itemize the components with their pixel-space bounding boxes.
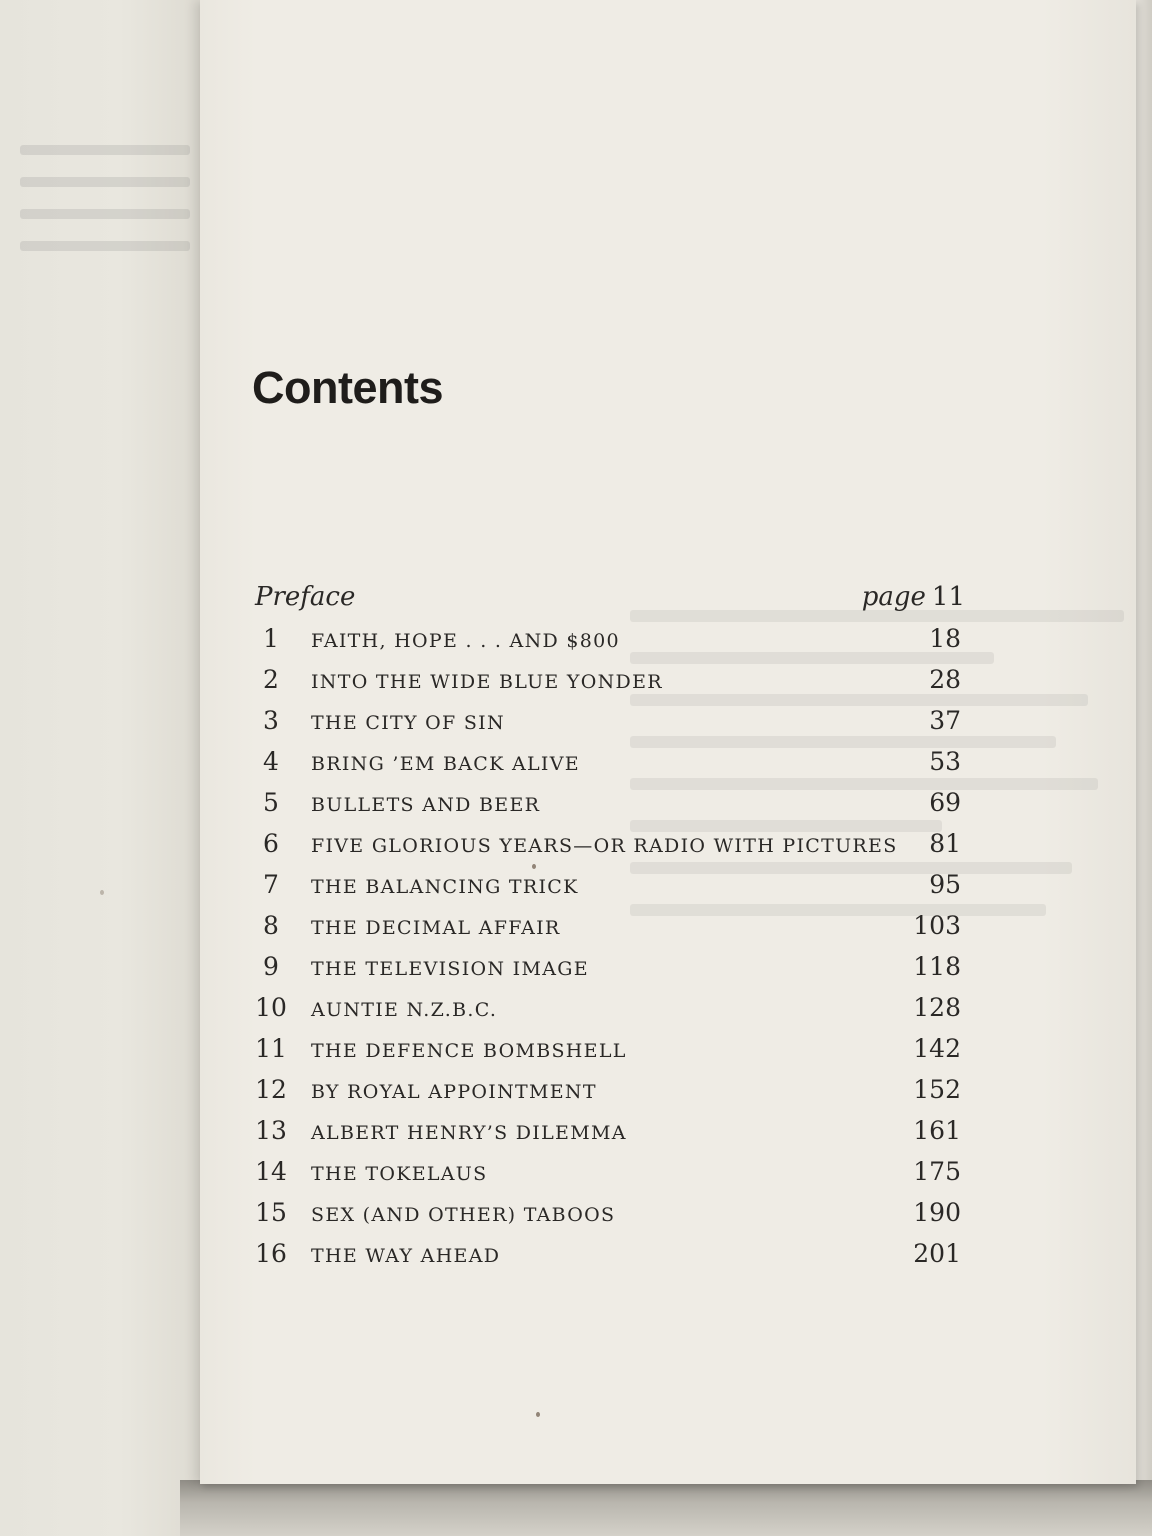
chapter-title: AUNTIE N.Z.B.C. xyxy=(311,999,498,1021)
chapter-number: 8 xyxy=(263,911,279,940)
chapter-page-number: 161 xyxy=(913,1116,961,1145)
chapter-page-number: 53 xyxy=(929,747,961,776)
left-page-show-through xyxy=(20,145,190,285)
chapter-title: BRING ’EM BACK ALIVE xyxy=(311,753,580,775)
chapter-page-number: 128 xyxy=(913,993,961,1022)
chapter-title: THE BALANCING TRICK xyxy=(311,876,579,898)
chapter-page-number: 69 xyxy=(929,788,961,817)
chapter-title: THE DECIMAL AFFAIR xyxy=(311,917,561,939)
chapter-page-number: 152 xyxy=(913,1075,961,1104)
chapter-page-number: 18 xyxy=(929,624,961,653)
chapter-number: 3 xyxy=(263,706,279,735)
chapter-number: 13 xyxy=(255,1116,287,1145)
chapter-number: 15 xyxy=(255,1198,287,1227)
preface-page: 11 xyxy=(931,582,965,612)
chapter-list xyxy=(255,622,965,1278)
chapter-title: FAITH, HOPE . . . AND $800 xyxy=(311,630,620,652)
chapter-title: BULLETS AND BEER xyxy=(311,794,541,816)
toc-chapter-row xyxy=(255,1196,965,1237)
toc-chapter-row xyxy=(255,1114,965,1155)
chapter-title: FIVE GLORIOUS YEARS—OR RADIO WITH PICTURES xyxy=(311,835,898,857)
chapter-page-number: 118 xyxy=(913,952,961,981)
chapter-title: THE TELEVISION IMAGE xyxy=(311,958,589,980)
chapter-number: 14 xyxy=(255,1157,287,1186)
chapter-number: 2 xyxy=(263,665,279,694)
chapter-number: 6 xyxy=(263,829,279,858)
chapter-title: THE WAY AHEAD xyxy=(311,1245,501,1267)
chapter-page-number: 95 xyxy=(929,870,961,899)
chapter-title: INTO THE WIDE BLUE YONDER xyxy=(311,671,663,693)
toc-chapter-row xyxy=(255,909,965,950)
preface-label: Preface xyxy=(255,582,356,612)
chapter-title: BY ROYAL APPOINTMENT xyxy=(311,1081,597,1103)
chapter-title: ALBERT HENRY’S DILEMMA xyxy=(311,1122,627,1144)
chapter-page-number: 175 xyxy=(913,1157,961,1186)
chapter-number: 1 xyxy=(263,624,279,653)
toc-chapter-row xyxy=(255,1237,965,1278)
left-facing-page xyxy=(0,0,200,1536)
toc-chapter-row xyxy=(255,663,965,704)
paper-speck xyxy=(100,890,104,895)
toc-chapter-row xyxy=(255,745,965,786)
chapter-number: 12 xyxy=(255,1075,287,1104)
toc-chapter-row xyxy=(255,1032,965,1073)
chapter-number: 4 xyxy=(263,747,279,776)
chapter-page-number: 37 xyxy=(929,706,961,735)
table-of-contents xyxy=(255,582,965,1278)
preface-page-number xyxy=(862,582,965,612)
chapter-number: 7 xyxy=(263,870,279,899)
chapter-number: 9 xyxy=(263,952,279,981)
toc-chapter-row xyxy=(255,622,965,663)
page-title: Contents xyxy=(252,362,443,413)
chapter-number: 5 xyxy=(263,788,279,817)
chapter-page-number: 142 xyxy=(913,1034,961,1063)
chapter-page-number: 103 xyxy=(913,911,961,940)
chapter-page-number: 190 xyxy=(913,1198,961,1227)
toc-chapter-row xyxy=(255,868,965,909)
chapter-page-number: 81 xyxy=(929,829,961,858)
toc-chapter-row xyxy=(255,1073,965,1114)
chapter-number: 16 xyxy=(255,1239,287,1268)
toc-chapter-row xyxy=(255,704,965,745)
toc-chapter-row xyxy=(255,991,965,1032)
paper-speck xyxy=(536,1412,540,1417)
chapter-title: SEX (AND OTHER) TABOOS xyxy=(311,1204,616,1226)
chapter-page-number: 28 xyxy=(929,665,961,694)
chapter-page-number: 201 xyxy=(913,1239,961,1268)
chapter-title: THE TOKELAUS xyxy=(311,1163,488,1185)
toc-chapter-row xyxy=(255,827,965,868)
chapter-title: THE DEFENCE BOMBSHELL xyxy=(311,1040,627,1062)
toc-chapter-row xyxy=(255,950,965,991)
chapter-title: THE CITY OF SIN xyxy=(311,712,505,734)
page-shadow xyxy=(180,1480,1152,1536)
toc-chapter-row xyxy=(255,1155,965,1196)
toc-preface-row xyxy=(255,582,965,622)
page-word: page xyxy=(861,582,926,612)
chapter-number: 10 xyxy=(255,993,287,1022)
contents-page xyxy=(200,0,1136,1484)
chapter-number: 11 xyxy=(255,1034,287,1063)
toc-chapter-row xyxy=(255,786,965,827)
paper-speck xyxy=(532,864,536,869)
